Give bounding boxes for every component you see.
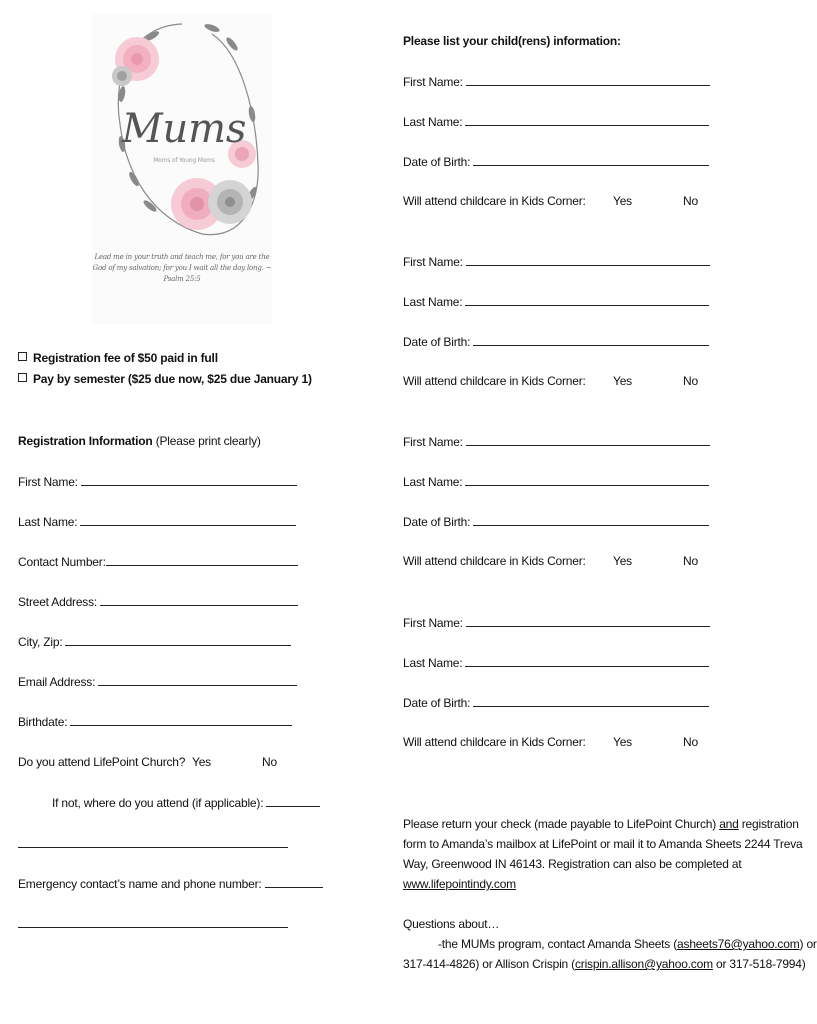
child-3-first-name-row bbox=[403, 434, 710, 449]
reg-attend-question: Do you attend LifePoint Church? bbox=[18, 755, 186, 769]
child-first-name-label: First Name: bbox=[403, 616, 463, 630]
return-line-1 bbox=[403, 817, 799, 831]
contact-line-2 bbox=[403, 957, 806, 971]
reg-last-name-field[interactable] bbox=[80, 514, 296, 526]
child-last-name-label: Last Name: bbox=[403, 656, 463, 670]
child-first-name-label: First Name: bbox=[403, 435, 463, 449]
flower-left-gray-icon bbox=[112, 66, 132, 86]
reg-email-label: Email Address: bbox=[18, 675, 96, 689]
child-1-childcare-yes[interactable]: Yes bbox=[613, 194, 632, 208]
child-dob-label: Date of Birth: bbox=[403, 515, 471, 529]
child-1-childcare-no[interactable]: No bbox=[683, 194, 698, 208]
email-link-allison[interactable]: crispin.allison@yahoo.com bbox=[574, 957, 713, 971]
child-dob-field[interactable] bbox=[473, 154, 709, 166]
contact-text-1b: ) or bbox=[799, 937, 817, 951]
reg-street-row bbox=[18, 594, 298, 609]
questions-heading: Questions about… bbox=[403, 917, 500, 931]
child-2-childcare-question: Will attend childcare in Kids Corner: bbox=[403, 374, 586, 388]
reg-email-field[interactable] bbox=[98, 674, 297, 686]
reg-emergency-row bbox=[18, 876, 323, 891]
reg-city-zip-label: City, Zip: bbox=[18, 635, 63, 649]
reg-email-row bbox=[18, 674, 297, 689]
child-4-last-name-row bbox=[403, 655, 709, 670]
checkbox-icon[interactable] bbox=[18, 352, 27, 361]
children-heading: Please list your child(rens) information: bbox=[403, 34, 621, 48]
child-last-name-label: Last Name: bbox=[403, 295, 463, 309]
contact-text-2b: or 317-518-7994) bbox=[712, 957, 806, 971]
child-1-last-name-row bbox=[403, 114, 709, 129]
reg-birthdate-row bbox=[18, 714, 292, 729]
reg-city-zip-row bbox=[18, 634, 291, 649]
reg-if-not-field-2[interactable] bbox=[18, 836, 288, 848]
reg-if-not-field[interactable] bbox=[266, 795, 320, 807]
reg-if-not-row bbox=[52, 795, 320, 810]
child-dob-label: Date of Birth: bbox=[403, 335, 471, 349]
child-4-childcare-question: Will attend childcare in Kids Corner: bbox=[403, 735, 586, 749]
child-last-name-field[interactable] bbox=[465, 114, 709, 126]
reg-contact-label: Contact Number: bbox=[18, 555, 106, 569]
reg-contact-field[interactable] bbox=[106, 554, 298, 566]
registration-heading-title: Registration Information bbox=[18, 434, 153, 448]
child-last-name-field[interactable] bbox=[465, 294, 709, 306]
reg-contact-row bbox=[18, 554, 298, 569]
child-first-name-field[interactable] bbox=[466, 615, 710, 627]
wreath-graphic bbox=[92, 14, 272, 324]
reg-street-field[interactable] bbox=[100, 594, 298, 606]
reg-city-zip-field[interactable] bbox=[65, 634, 291, 646]
child-2-first-name-row bbox=[403, 254, 710, 269]
return-text-1b: registration bbox=[741, 817, 799, 831]
email-link-amanda[interactable]: asheets76@yahoo.com bbox=[677, 937, 800, 951]
reg-attend-yes[interactable]: Yes bbox=[192, 755, 211, 769]
mums-logo bbox=[92, 14, 272, 324]
return-and: and bbox=[719, 817, 739, 831]
reg-first-name-label: First Name: bbox=[18, 475, 78, 489]
child-first-name-field[interactable] bbox=[466, 434, 710, 446]
contact-line-1 bbox=[438, 937, 817, 951]
flower-bottom-gray-icon bbox=[208, 180, 252, 224]
child-2-childcare-no[interactable]: No bbox=[683, 374, 698, 388]
registration-heading-note: (Please print clearly) bbox=[155, 434, 261, 448]
child-2-childcare-yes[interactable]: Yes bbox=[613, 374, 632, 388]
reg-emergency-label: Emergency contact’s name and phone number: bbox=[18, 877, 262, 891]
logo-subtitle: Moms of Young Moms bbox=[153, 157, 215, 164]
reg-street-label: Street Address: bbox=[18, 595, 98, 609]
child-last-name-field[interactable] bbox=[465, 474, 709, 486]
payment-option-semester-label: Pay by semester ($25 due now, $25 due January 1) bbox=[33, 372, 312, 386]
child-3-last-name-row bbox=[403, 474, 709, 489]
reg-emergency-continued bbox=[18, 916, 288, 931]
contact-text-1a: -the MUMs program, contact Amanda Sheets ( bbox=[438, 937, 678, 951]
child-first-name-field[interactable] bbox=[466, 254, 710, 266]
reg-birthdate-field[interactable] bbox=[70, 714, 292, 726]
reg-emergency-field[interactable] bbox=[265, 876, 323, 888]
reg-emergency-field-2[interactable] bbox=[18, 916, 288, 928]
logo-verse: Lead me in your truth and teach me, for you are the God of my salvation; for you I wait all the day long. ~ Psalm 25:5 bbox=[92, 253, 272, 283]
child-2-last-name-row bbox=[403, 294, 709, 309]
payment-option-full[interactable] bbox=[18, 351, 218, 365]
return-line-3: Way, Greenwood IN 46143. Registration can also be completed at bbox=[403, 857, 742, 871]
payment-option-full-label: Registration fee of $50 paid in full bbox=[33, 351, 218, 365]
child-3-childcare-yes[interactable]: Yes bbox=[613, 554, 632, 568]
payment-option-semester[interactable] bbox=[18, 372, 312, 386]
return-text-1: Please return your check (made payable to LifePoint Church) bbox=[403, 817, 717, 831]
child-1-childcare-question: Will attend childcare in Kids Corner: bbox=[403, 194, 586, 208]
child-dob-field[interactable] bbox=[473, 695, 709, 707]
child-2-dob-row bbox=[403, 334, 709, 349]
child-first-name-label: First Name: bbox=[403, 255, 463, 269]
child-4-childcare-yes[interactable]: Yes bbox=[613, 735, 632, 749]
child-last-name-label: Last Name: bbox=[403, 115, 463, 129]
reg-attend-no[interactable]: No bbox=[262, 755, 277, 769]
child-first-name-label: First Name: bbox=[403, 75, 463, 89]
child-dob-label: Date of Birth: bbox=[403, 696, 471, 710]
reg-first-name-row bbox=[18, 474, 297, 489]
child-1-dob-row bbox=[403, 154, 709, 169]
child-last-name-label: Last Name: bbox=[403, 475, 463, 489]
child-4-first-name-row bbox=[403, 615, 710, 630]
contact-text-2a: 317-414-4826) or Allison Crispin ( bbox=[403, 957, 575, 971]
child-dob-field[interactable] bbox=[473, 334, 709, 346]
child-4-dob-row bbox=[403, 695, 709, 710]
child-3-dob-row bbox=[403, 514, 709, 529]
reg-last-name-label: Last Name: bbox=[18, 515, 78, 529]
child-1-first-name-row bbox=[403, 74, 710, 89]
return-line-2: form to Amanda’s mailbox at LifePoint or mail it to Amanda Sheets 2244 Treva bbox=[403, 837, 803, 851]
reg-if-not-label: If not, where do you attend (if applicable): bbox=[52, 796, 264, 810]
child-dob-label: Date of Birth: bbox=[403, 155, 471, 169]
checkbox-icon[interactable] bbox=[18, 373, 27, 382]
website-link[interactable]: www.lifepointindy.com bbox=[403, 877, 516, 891]
reg-if-not-continued bbox=[18, 836, 288, 851]
logo-title: Mums bbox=[121, 106, 247, 152]
child-3-childcare-no[interactable]: No bbox=[683, 554, 698, 568]
child-4-childcare-no[interactable]: No bbox=[683, 735, 698, 749]
reg-last-name-row bbox=[18, 514, 296, 529]
child-3-childcare-question: Will attend childcare in Kids Corner: bbox=[403, 554, 586, 568]
reg-first-name-field[interactable] bbox=[81, 474, 297, 486]
reg-birthdate-label: Birthdate: bbox=[18, 715, 68, 729]
registration-heading bbox=[18, 434, 261, 448]
child-first-name-field[interactable] bbox=[466, 74, 710, 86]
child-last-name-field[interactable] bbox=[465, 655, 709, 667]
child-dob-field[interactable] bbox=[473, 514, 709, 526]
